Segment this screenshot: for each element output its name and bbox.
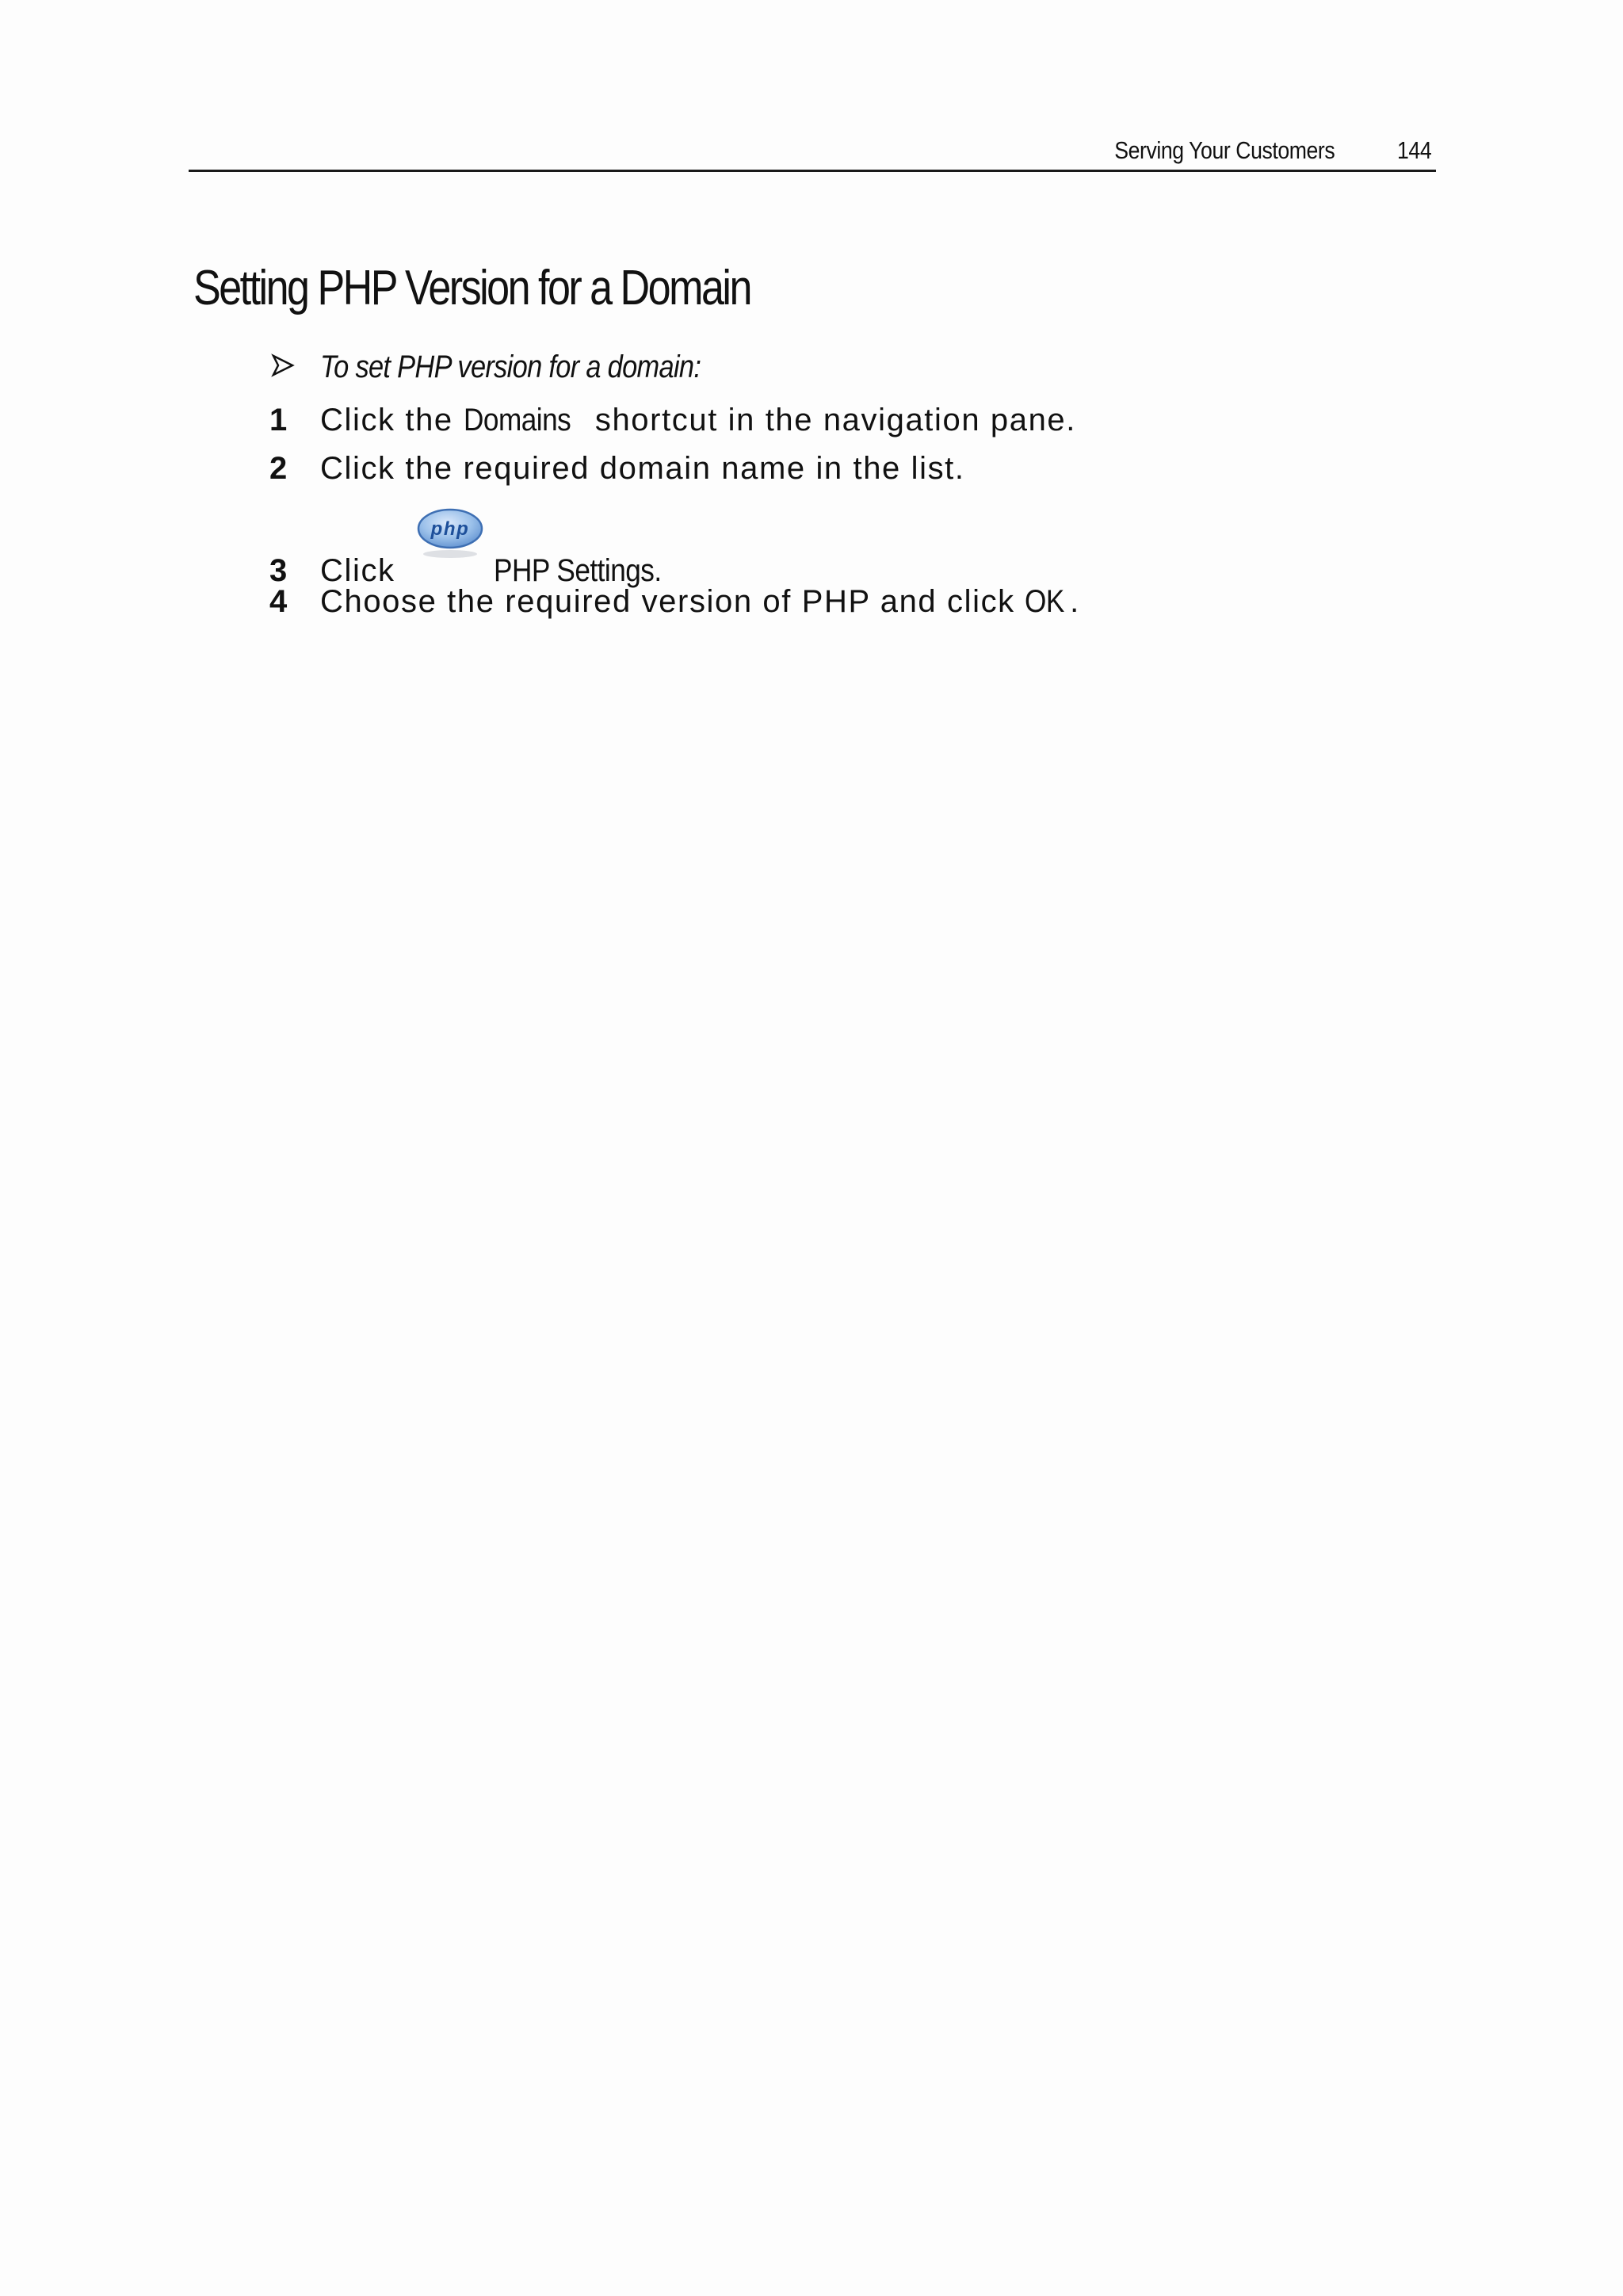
step-text: . [1070, 584, 1080, 619]
php-icon [414, 505, 486, 560]
running-header [189, 133, 1436, 172]
step-text: Choose the required version of PHP and click [320, 584, 1025, 619]
step-text: shortcut in the navigation pane. [585, 403, 1076, 437]
header-section-title: Serving Your Customers [1113, 136, 1335, 164]
page-number: 144 [1396, 136, 1431, 164]
arrow-bullet-icon [271, 351, 303, 384]
step-text: Click [320, 553, 406, 588]
step-1 [269, 403, 1076, 438]
step-number: 2 [269, 451, 288, 486]
section-title: Setting PHP Version for a Domain [193, 261, 750, 315]
step-3 [269, 518, 685, 589]
ui-term-domains: Domains [463, 403, 571, 437]
step-number: 1 [269, 403, 288, 437]
step-text: Click the required domain name in the list. [320, 451, 965, 486]
ui-term-php-settings: PHP Settings. [494, 553, 663, 588]
step-text: Click the [320, 403, 464, 437]
step-2 [269, 451, 965, 487]
procedure-heading [271, 350, 762, 385]
step-number: 3 [269, 553, 288, 588]
svg-text:php: php [430, 518, 470, 540]
procedure-intro: To set PHP version for a domain: [320, 350, 701, 384]
step-4 [269, 584, 1080, 620]
step-number: 4 [269, 584, 288, 619]
ui-term-ok: OK [1025, 584, 1065, 619]
